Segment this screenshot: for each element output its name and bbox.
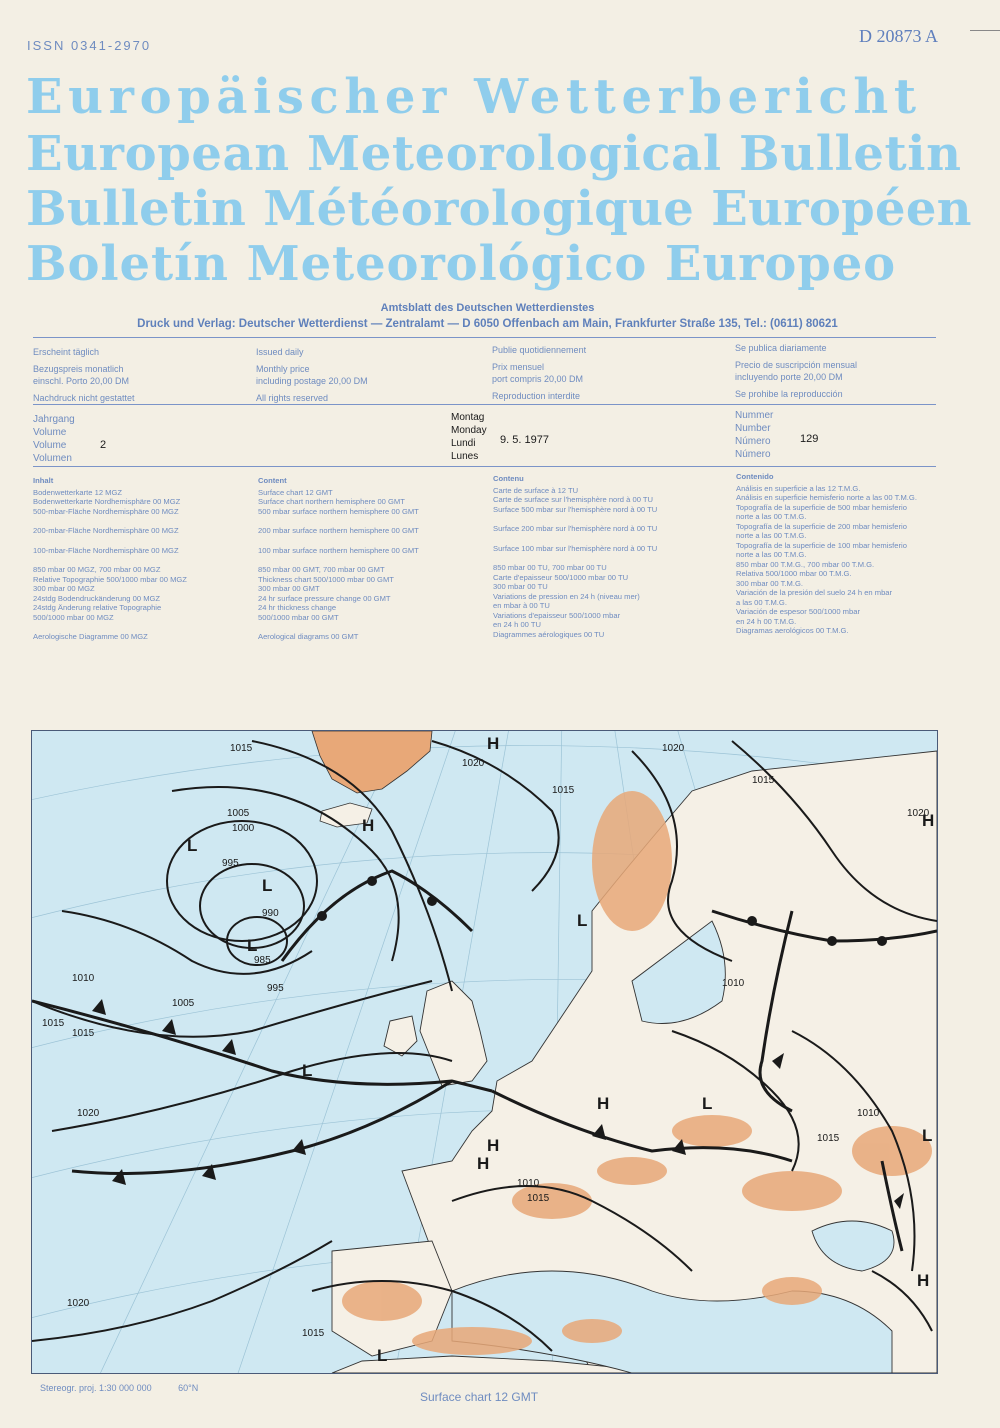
isobar-value-label: 1010	[722, 978, 745, 989]
pressure-center-label: H	[362, 816, 375, 835]
isobar-value-label: 1015	[552, 785, 575, 796]
contents-item: Bodenwetterkarte Nordhemisphäre 00 MGZ	[33, 497, 181, 506]
day-label: Lunes	[451, 451, 479, 462]
title-spanish: Boletín Meteorológico Europeo	[26, 236, 897, 292]
subscription-line: Monthly price	[256, 364, 310, 374]
isobar-value-label: 990	[262, 908, 279, 919]
isobar-value-label: 1020	[67, 1298, 90, 1309]
contents-es	[736, 472, 917, 636]
subscription-line: Prix mensuel	[492, 362, 545, 372]
contents-item: Relativa 500/1000 mbar 00 T.M.G.	[736, 569, 852, 578]
contents-item: Variations d'epaisseur 500/1000 mbar	[493, 610, 621, 620]
subscription-line: Se prohibe la reproducción	[735, 389, 843, 399]
pressure-center-label: L	[247, 936, 258, 955]
projection-scale	[40, 1383, 198, 1393]
contents-item: Topografía de la superficie de 100 mbar hemisferio	[736, 540, 907, 550]
isobar-value-label: 1010	[517, 1178, 540, 1189]
contents-item: 24stdg Bodendruckänderung 00 MGZ	[33, 593, 161, 603]
contents-item: 100-mbar-Fläche Nordhemisphäre 00 MGZ	[33, 545, 179, 555]
contents-item: Thickness chart 500/1000 mbar 00 GMT	[258, 574, 394, 584]
issue-number: 129	[800, 433, 819, 445]
contents-item: Surface chart 12 GMT	[258, 487, 333, 497]
contents-item: Surface 200 mbar sur l'hemisphère nord à 00 TU	[493, 524, 658, 533]
title-french: Bulletin Météorologique Européen	[26, 181, 972, 237]
isobar-value-label: 1015	[42, 1018, 65, 1029]
chart-caption: Surface chart 12 GMT	[420, 1390, 539, 1404]
projection-text: Stereogr. proj. 1:30 000 000	[40, 1383, 152, 1393]
contents-item: 500 mbar surface northern hemisphere 00 GMT	[258, 506, 419, 516]
number-label: Number	[735, 423, 771, 434]
contents-item: norte a las 00 T.M.G.	[736, 531, 807, 540]
contents-item: 500-mbar-Fläche Nordhemisphäre 00 MGZ	[33, 506, 179, 516]
isobar-value-label: 1010	[72, 973, 95, 984]
number-label: Número	[735, 436, 771, 447]
contents-heading: Contenu	[493, 474, 524, 483]
subscription-line: Publie quotidiennement	[492, 345, 587, 355]
isobar-value-label: 1015	[752, 775, 775, 786]
subscription-line: Issued daily	[256, 347, 304, 357]
title-german: Europäischer Wetterbericht	[26, 69, 922, 125]
contents-item: Carte de surface sur l'hemisphère nord à 00 TU	[493, 495, 654, 504]
subscription-line: port compris 20,00 DM	[492, 374, 584, 384]
contents-item: norte a las 00 T.M.G.	[736, 512, 807, 521]
pressure-center-label: H	[917, 1271, 930, 1290]
isobar-value-label: 1015	[230, 743, 253, 754]
pressure-center-label: H	[477, 1154, 490, 1173]
isobar-value-label: 1015	[527, 1193, 550, 1204]
pressure-center-label: H	[487, 1136, 500, 1155]
contents-item: 24stdg Änderung relative Topographie	[33, 603, 162, 612]
isobar-value-label: 995	[222, 858, 239, 869]
publisher-official: Amtsblatt des Deutschen Wetterdienstes	[380, 302, 595, 314]
contents-item: Análisis en superficie hemisferio norte a las 00 T.M.G.	[736, 493, 917, 502]
subscription-de	[33, 347, 135, 405]
isobar-value-label: 995	[267, 983, 284, 994]
contents-item: 300 mbar 00 T.M.G.	[736, 578, 803, 588]
contents-item: 300 mbar 00 MGZ	[33, 584, 95, 593]
contents-item: 850 mbar 00 T.M.G., 700 mbar 00 T.M.G.	[736, 559, 875, 569]
pressure-center-label: L	[702, 1094, 713, 1113]
contents-item: 300 mbar 00 GMT	[258, 584, 320, 593]
subscription-en	[256, 347, 368, 405]
pressure-center-label: L	[187, 836, 198, 855]
subscription-line: incluyendo porte 20,00 DM	[735, 372, 843, 382]
number-labels	[735, 409, 773, 461]
title-english: European Meteorological Bulletin	[26, 126, 962, 182]
contents-item: Surface 500 mbar sur l'hemisphère nord à 00 TU	[493, 504, 658, 514]
contents-item: 500/1000 mbar 00 GMT	[258, 612, 339, 622]
edge-line	[970, 30, 1000, 31]
day-labels	[451, 411, 487, 463]
contents-item: 200-mbar-Fläche Nordhemisphäre 00 MGZ	[33, 526, 179, 535]
contents-item: Relative Topographie 500/1000 mbar 00 MGZ	[33, 574, 187, 584]
contents-item: 850 mbar 00 MGZ, 700 mbar 00 MGZ	[33, 565, 161, 574]
contents-item: Aerologische Diagramme 00 MGZ	[33, 632, 148, 641]
subscription-line: including postage 20,00 DM	[256, 376, 368, 386]
contents-item: 24 hr surface pressure change 00 GMT	[258, 593, 391, 603]
contents-item: en mbar à 00 TU	[493, 601, 550, 610]
volume-label: Volume	[33, 427, 67, 438]
contents-item: Surface 100 mbar sur l'hemisphère nord à 00 TU	[493, 543, 658, 553]
contents-item: Variación de espesor 500/1000 mbar	[736, 607, 860, 616]
pressure-center-label: L	[922, 1126, 933, 1145]
contents-en	[258, 476, 419, 642]
isobar-value-label: 985	[254, 955, 271, 966]
pressure-center-label: H	[487, 734, 500, 753]
contents-heading: Contenido	[736, 472, 774, 481]
isobar-value-label: 1010	[857, 1108, 880, 1119]
isobar-value-label: 1005	[172, 998, 195, 1009]
subscription-es	[735, 343, 857, 401]
contents-item: Carte de surface à 12 TU	[493, 485, 579, 495]
volume-label: Volumen	[33, 453, 72, 464]
pressure-center-label: H	[922, 811, 935, 830]
contents-item: en 24 h 00 TU	[493, 620, 541, 629]
contents-item: Aerological diagrams 00 GMT	[258, 632, 359, 641]
volume-labels	[33, 413, 75, 465]
contents-item: Surface chart northern hemisphere 00 GMT	[258, 497, 405, 506]
surface-chart-map	[31, 730, 938, 1374]
number-label: Número	[735, 449, 771, 460]
volume-label: Volume	[33, 440, 67, 451]
issn: ISSN 0341-2970	[27, 38, 152, 53]
isobar-value-label: 1020	[462, 758, 485, 769]
subscription-line: Erscheint täglich	[33, 347, 100, 357]
contents-item: a las 00 T.M.G.	[736, 597, 787, 607]
document-number: D 20873 A	[858, 26, 938, 46]
subscription-line: einschl. Porto 20,00 DM	[33, 376, 130, 386]
contents-item: Carte d'epaisseur 500/1000 mbar 00 TU	[493, 572, 629, 582]
contents-item: Topografía de la superficie de 200 mbar hemisferio	[736, 521, 907, 531]
isobar-value-label: 1020	[907, 808, 930, 819]
contents-item: Variations de pression en 24 h (niveau mer)	[493, 591, 640, 601]
subscription-line: All rights reserved	[256, 393, 329, 403]
pressure-center-label: L	[577, 911, 588, 930]
contents-item: 200 mbar surface northern hemisphere 00 GMT	[258, 526, 419, 535]
contents-item: norte a las 00 T.M.G.	[736, 550, 807, 559]
day-label: Montag	[451, 412, 485, 423]
contents-item: 300 mbar 00 TU	[493, 582, 548, 591]
pressure-center-label: L	[377, 1346, 388, 1365]
day-label: Monday	[451, 425, 487, 436]
isobar-value-label: 1020	[662, 743, 685, 754]
divider	[33, 404, 936, 405]
subscription-line: Bezugspreis monatlich	[33, 364, 124, 374]
contents-item: Análisis en superficie a las 12 T.M.G.	[736, 483, 861, 493]
publisher-address: Druck und Verlag: Deutscher Wetterdienst — Zentralamt — D 6050 Offenbach am Main, Frankfurter Straße 135, Tel.: (0611) 80621	[137, 318, 838, 330]
volume-value: 2	[100, 439, 107, 451]
isobar-value-label: 1015	[302, 1328, 325, 1339]
contents-item: 850 mbar 00 GMT, 700 mbar 00 GMT	[258, 565, 385, 574]
isobar-value-label: 1015	[72, 1028, 95, 1039]
subscription-line: Precio de suscripción mensual	[735, 360, 858, 370]
subscription-line: Se publica diariamente	[735, 343, 827, 353]
divider	[33, 466, 936, 467]
number-label: Nummer	[735, 410, 774, 421]
map-canvas	[32, 731, 937, 1373]
contents-item: Diagramas aerológicos 00 T.M.G.	[736, 626, 849, 635]
issue-date: 9. 5. 1977	[500, 434, 549, 446]
subscription-fr	[492, 345, 586, 403]
subscription-line: Reproduction interdite	[492, 391, 581, 401]
isobar-value-label: 1000	[232, 823, 255, 834]
contents-item: Topografía de la superficie de 500 mbar hemisferio	[736, 502, 907, 512]
contents-item: Variación de la presión del suelo 24 h en mbar	[736, 588, 893, 597]
contents-item: en 24 h 00 T.M.G.	[736, 616, 797, 626]
volume-label: Jahrgang	[33, 414, 75, 425]
contents-item: Diagrammes aérologiques 00 TU	[493, 629, 605, 639]
contents-heading: Inhalt	[33, 476, 54, 485]
contents-item: 850 mbar 00 TU, 700 mbar 00 TU	[493, 563, 607, 572]
pressure-center-label: L	[302, 1061, 313, 1080]
contents-item: 24 hr thickness change	[258, 603, 337, 612]
contents-item: Bodenwetterkarte 12 MGZ	[33, 487, 123, 497]
contents-de	[33, 476, 187, 642]
contents-item: 500/1000 mbar 00 MGZ	[33, 612, 114, 622]
contents-fr	[493, 474, 657, 639]
isobar-value-label: 1015	[817, 1133, 840, 1144]
subscription-line: Nachdruck nicht gestattet	[33, 393, 135, 403]
day-label: Lundi	[451, 438, 476, 449]
divider	[33, 337, 936, 338]
pressure-center-label: H	[597, 1094, 610, 1113]
isobar-value-label: 1020	[77, 1108, 100, 1119]
latitude-reference: 60°N	[178, 1383, 199, 1393]
contents-heading: Content	[258, 476, 287, 485]
pressure-center-label: L	[262, 876, 273, 895]
isobar-value-label: 1005	[227, 808, 250, 819]
contents-item: 100 mbar surface northern hemisphere 00 GMT	[258, 545, 419, 555]
